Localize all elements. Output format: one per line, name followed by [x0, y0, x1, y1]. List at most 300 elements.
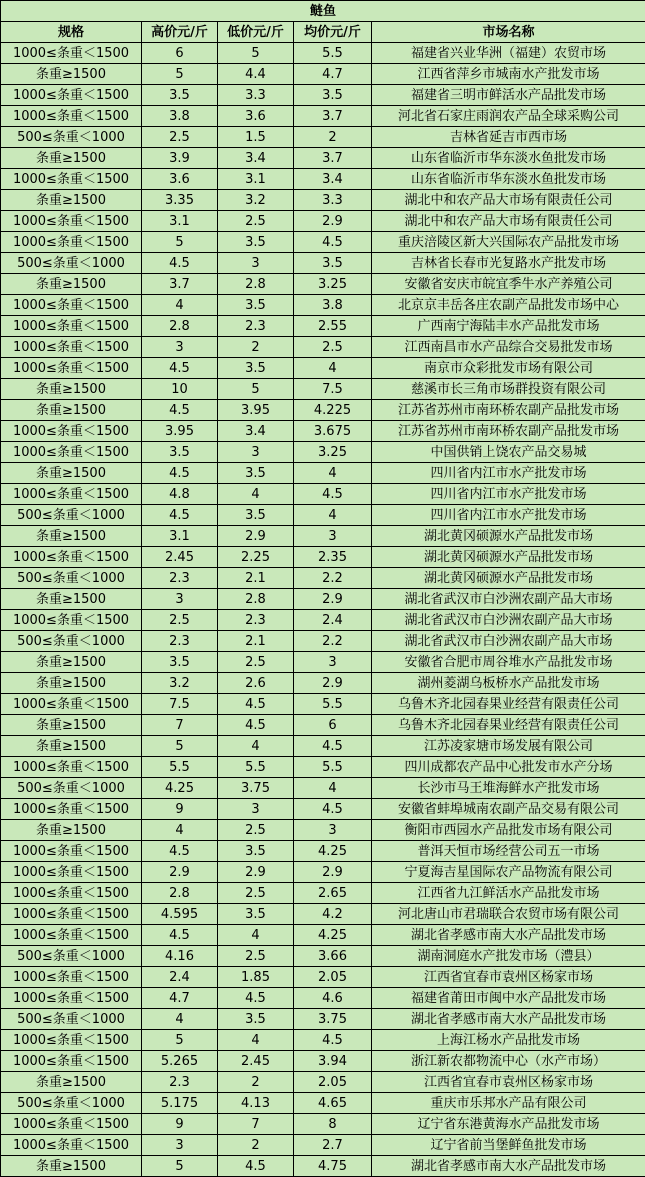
cell-low-price: 4 — [218, 925, 294, 946]
cell-avg-price: 4.5 — [294, 799, 372, 820]
cell-market-name: 慈溪市长三角市场群投资有限公司 — [372, 379, 645, 400]
cell-high-price: 4.5 — [142, 358, 218, 379]
table-row — [1, 988, 645, 1009]
table-row — [1, 631, 645, 652]
cell-avg-price: 2.55 — [294, 316, 372, 337]
table-row — [1, 316, 645, 337]
table-row — [1, 799, 645, 820]
table-row — [1, 442, 645, 463]
cell-market-name: 宁夏海吉星国际农产品物流有限公司 — [372, 862, 645, 883]
cell-low-price: 2.1 — [218, 631, 294, 652]
table-row — [1, 820, 645, 841]
cell-avg-price: 3.4 — [294, 169, 372, 190]
cell-spec: 1000≤条重＜1500 — [1, 295, 142, 316]
cell-market-name: 湖南洞庭水产批发市场（澧县） — [372, 946, 645, 967]
cell-low-price: 4.5 — [218, 988, 294, 1009]
cell-market-name: 江西省九江鲜活水产品批发市场 — [372, 883, 645, 904]
table-row — [1, 883, 645, 904]
cell-high-price: 4.595 — [142, 904, 218, 925]
cell-avg-price: 3.94 — [294, 1051, 372, 1072]
cell-avg-price: 3.25 — [294, 442, 372, 463]
cell-spec: 1000≤条重＜1500 — [1, 883, 142, 904]
cell-avg-price: 2.35 — [294, 547, 372, 568]
cell-low-price: 5 — [218, 379, 294, 400]
cell-spec: 500≤条重＜1000 — [1, 505, 142, 526]
cell-market-name: 广西南宁海陆丰水产品批发市场 — [372, 316, 645, 337]
cell-high-price: 5.265 — [142, 1051, 218, 1072]
cell-high-price: 6 — [142, 43, 218, 64]
table-row — [1, 778, 645, 799]
cell-market-name: 湖北黄冈硕源水产品批发市场 — [372, 526, 645, 547]
cell-high-price: 3.6 — [142, 169, 218, 190]
cell-spec: 1000≤条重＜1500 — [1, 967, 142, 988]
cell-high-price: 3 — [142, 1135, 218, 1156]
cell-avg-price: 3.25 — [294, 274, 372, 295]
cell-low-price: 3.1 — [218, 169, 294, 190]
cell-low-price: 2.3 — [218, 610, 294, 631]
cell-high-price: 3 — [142, 589, 218, 610]
cell-market-name: 湖北黄冈硕源水产品批发市场 — [372, 568, 645, 589]
table-row — [1, 148, 645, 169]
cell-high-price: 3.7 — [142, 274, 218, 295]
cell-low-price: 3.4 — [218, 421, 294, 442]
cell-avg-price: 5.5 — [294, 694, 372, 715]
cell-market-name: 湖北中和农产品大市场有限责任公司 — [372, 211, 645, 232]
cell-high-price: 3.2 — [142, 673, 218, 694]
cell-market-name: 北京京丰岳各庄农副产品批发市场中心 — [372, 295, 645, 316]
cell-market-name: 安徽省蚌埠城南农副产品交易有限公司 — [372, 799, 645, 820]
cell-market-name: 重庆涪陵区新大兴国际农产品批发市场 — [372, 232, 645, 253]
cell-high-price: 3.1 — [142, 211, 218, 232]
cell-low-price: 1.5 — [218, 127, 294, 148]
cell-spec: 1000≤条重＜1500 — [1, 1051, 142, 1072]
table-row — [1, 274, 645, 295]
cell-avg-price: 3.7 — [294, 106, 372, 127]
cell-avg-price: 4 — [294, 463, 372, 484]
table-row — [1, 484, 645, 505]
table-row — [1, 106, 645, 127]
table-row — [1, 253, 645, 274]
table-row — [1, 1156, 645, 1177]
table-row — [1, 1009, 645, 1030]
cell-low-price: 3.5 — [218, 232, 294, 253]
cell-market-name: 江西南昌市水产品综合交易批发市场 — [372, 337, 645, 358]
cell-spec: 1000≤条重＜1500 — [1, 799, 142, 820]
cell-spec: 500≤条重＜1000 — [1, 1093, 142, 1114]
cell-avg-price: 3.3 — [294, 190, 372, 211]
cell-avg-price: 4.5 — [294, 484, 372, 505]
cell-spec: 条重≥1500 — [1, 673, 142, 694]
cell-high-price: 5.175 — [142, 1093, 218, 1114]
cell-spec: 1000≤条重＜1500 — [1, 610, 142, 631]
cell-avg-price: 4.6 — [294, 988, 372, 1009]
table-row — [1, 652, 645, 673]
cell-market-name: 中国供销上饶农产品交易城 — [372, 442, 645, 463]
cell-low-price: 2.5 — [218, 883, 294, 904]
cell-high-price: 4.25 — [142, 778, 218, 799]
cell-spec: 条重≥1500 — [1, 715, 142, 736]
cell-high-price: 2.3 — [142, 1072, 218, 1093]
cell-low-price: 2.5 — [218, 211, 294, 232]
cell-high-price: 5 — [142, 1156, 218, 1177]
cell-spec: 1000≤条重＜1500 — [1, 421, 142, 442]
cell-spec: 1000≤条重＜1500 — [1, 862, 142, 883]
table-row — [1, 862, 645, 883]
cell-avg-price: 3.66 — [294, 946, 372, 967]
cell-low-price: 1.85 — [218, 967, 294, 988]
cell-high-price: 4.5 — [142, 505, 218, 526]
table-row — [1, 379, 645, 400]
cell-low-price: 3.3 — [218, 85, 294, 106]
header-avg-price: 均价元/斤 — [294, 22, 372, 43]
cell-avg-price: 2.65 — [294, 883, 372, 904]
cell-low-price: 2.45 — [218, 1051, 294, 1072]
cell-high-price: 4.5 — [142, 400, 218, 421]
cell-spec: 条重≥1500 — [1, 1072, 142, 1093]
cell-low-price: 7 — [218, 1114, 294, 1135]
table-row — [1, 358, 645, 379]
cell-spec: 1000≤条重＜1500 — [1, 211, 142, 232]
cell-low-price: 2 — [218, 337, 294, 358]
table-row — [1, 967, 645, 988]
cell-spec: 条重≥1500 — [1, 190, 142, 211]
cell-spec: 1000≤条重＜1500 — [1, 43, 142, 64]
table-row — [1, 946, 645, 967]
cell-market-name: 湖北省孝感市南大水产品批发市场 — [372, 1009, 645, 1030]
cell-high-price: 5 — [142, 1030, 218, 1051]
cell-low-price: 2.5 — [218, 652, 294, 673]
cell-avg-price: 2.2 — [294, 631, 372, 652]
header-market-name: 市场名称 — [372, 22, 645, 43]
cell-avg-price: 4.25 — [294, 925, 372, 946]
cell-high-price: 3.35 — [142, 190, 218, 211]
cell-low-price: 3 — [218, 799, 294, 820]
cell-high-price: 2.3 — [142, 631, 218, 652]
cell-spec: 500≤条重＜1000 — [1, 946, 142, 967]
cell-spec: 1000≤条重＜1500 — [1, 442, 142, 463]
cell-spec: 1000≤条重＜1500 — [1, 925, 142, 946]
table-row — [1, 1051, 645, 1072]
cell-high-price: 3.1 — [142, 526, 218, 547]
cell-avg-price: 3 — [294, 526, 372, 547]
table-row — [1, 1135, 645, 1156]
cell-avg-price: 2 — [294, 127, 372, 148]
cell-low-price: 2.8 — [218, 589, 294, 610]
cell-high-price: 7.5 — [142, 694, 218, 715]
cell-market-name: 重庆市乐邦水产品有限公司 — [372, 1093, 645, 1114]
cell-high-price: 4.5 — [142, 841, 218, 862]
cell-spec: 条重≥1500 — [1, 820, 142, 841]
table-row — [1, 757, 645, 778]
cell-low-price: 3.5 — [218, 904, 294, 925]
cell-market-name: 浙江新农都物流中心（水产市场） — [372, 1051, 645, 1072]
cell-low-price: 2.8 — [218, 274, 294, 295]
cell-low-price: 4.5 — [218, 694, 294, 715]
header-row — [1, 22, 645, 43]
cell-avg-price: 4.75 — [294, 1156, 372, 1177]
cell-spec: 1000≤条重＜1500 — [1, 358, 142, 379]
cell-low-price: 2.3 — [218, 316, 294, 337]
cell-avg-price: 5.5 — [294, 757, 372, 778]
cell-high-price: 9 — [142, 1114, 218, 1135]
cell-low-price: 3.2 — [218, 190, 294, 211]
table-row — [1, 1093, 645, 1114]
table-row — [1, 295, 645, 316]
cell-spec: 1000≤条重＜1500 — [1, 169, 142, 190]
cell-spec: 条重≥1500 — [1, 1156, 142, 1177]
cell-spec: 500≤条重＜1000 — [1, 253, 142, 274]
cell-low-price: 3.75 — [218, 778, 294, 799]
cell-high-price: 5 — [142, 736, 218, 757]
cell-low-price: 3.5 — [218, 505, 294, 526]
cell-market-name: 四川省内江市水产批发市场 — [372, 463, 645, 484]
cell-low-price: 4.4 — [218, 64, 294, 85]
cell-market-name: 江苏省苏州市南环桥农副产品批发市场 — [372, 400, 645, 421]
cell-market-name: 湖州菱湖乌板桥水产品批发市场 — [372, 673, 645, 694]
table-row — [1, 610, 645, 631]
cell-avg-price: 2.2 — [294, 568, 372, 589]
cell-low-price: 2.25 — [218, 547, 294, 568]
cell-avg-price: 4.7 — [294, 64, 372, 85]
cell-spec: 500≤条重＜1000 — [1, 127, 142, 148]
cell-low-price: 2.6 — [218, 673, 294, 694]
cell-market-name: 辽宁省东港黄海水产品批发市场 — [372, 1114, 645, 1135]
table-row — [1, 190, 645, 211]
cell-avg-price: 2.05 — [294, 1072, 372, 1093]
cell-low-price: 2.5 — [218, 946, 294, 967]
cell-low-price: 3.5 — [218, 295, 294, 316]
cell-spec: 条重≥1500 — [1, 652, 142, 673]
cell-market-name: 湖北省武汉市白沙洲农副产品大市场 — [372, 610, 645, 631]
cell-high-price: 3.5 — [142, 442, 218, 463]
cell-low-price: 2 — [218, 1072, 294, 1093]
cell-avg-price: 4.5 — [294, 232, 372, 253]
cell-market-name: 河北省石家庄雨润农产品全球采购公司 — [372, 106, 645, 127]
cell-avg-price: 4 — [294, 358, 372, 379]
cell-low-price: 3 — [218, 253, 294, 274]
cell-high-price: 4.16 — [142, 946, 218, 967]
table-row — [1, 841, 645, 862]
cell-spec: 条重≥1500 — [1, 379, 142, 400]
cell-avg-price: 5.5 — [294, 43, 372, 64]
cell-high-price: 3.8 — [142, 106, 218, 127]
table-row — [1, 43, 645, 64]
cell-low-price: 5 — [218, 43, 294, 64]
cell-high-price: 10 — [142, 379, 218, 400]
table-row — [1, 1030, 645, 1051]
cell-market-name: 四川成都农产品中心批发市水产分场 — [372, 757, 645, 778]
cell-market-name: 南京市众彩批发市场有限公司 — [372, 358, 645, 379]
cell-spec: 1000≤条重＜1500 — [1, 988, 142, 1009]
cell-market-name: 湖北省孝感市南大水产品批发市场 — [372, 1156, 645, 1177]
cell-high-price: 7 — [142, 715, 218, 736]
cell-avg-price: 4 — [294, 778, 372, 799]
table-row — [1, 1114, 645, 1135]
cell-high-price: 5 — [142, 64, 218, 85]
cell-market-name: 吉林省长春市光复路水产批发市场 — [372, 253, 645, 274]
cell-low-price: 2.9 — [218, 862, 294, 883]
cell-avg-price: 4.2 — [294, 904, 372, 925]
table-row — [1, 736, 645, 757]
cell-low-price: 3.95 — [218, 400, 294, 421]
cell-market-name: 福建省三明市鲜活水产品批发市场 — [372, 85, 645, 106]
cell-spec: 1000≤条重＜1500 — [1, 85, 142, 106]
cell-market-name: 湖北黄冈硕源水产品批发市场 — [372, 547, 645, 568]
cell-market-name: 福建省莆田市闽中水产品批发市场 — [372, 988, 645, 1009]
cell-market-name: 衡阳市西园水产品批发市场有限公司 — [372, 820, 645, 841]
cell-avg-price: 3.675 — [294, 421, 372, 442]
table-row — [1, 85, 645, 106]
cell-low-price: 2.9 — [218, 526, 294, 547]
table-row — [1, 673, 645, 694]
cell-high-price: 2.8 — [142, 316, 218, 337]
table-row — [1, 400, 645, 421]
cell-avg-price: 2.9 — [294, 862, 372, 883]
cell-low-price: 2.1 — [218, 568, 294, 589]
cell-avg-price: 2.4 — [294, 610, 372, 631]
table-row — [1, 127, 645, 148]
cell-low-price: 4 — [218, 484, 294, 505]
cell-avg-price: 2.9 — [294, 673, 372, 694]
cell-low-price: 3.4 — [218, 148, 294, 169]
cell-spec: 1000≤条重＜1500 — [1, 841, 142, 862]
table-row — [1, 169, 645, 190]
cell-high-price: 4.5 — [142, 463, 218, 484]
cell-market-name: 河北唐山市君瑞联合农贸市场有限公司 — [372, 904, 645, 925]
cell-avg-price: 4.25 — [294, 841, 372, 862]
cell-avg-price: 4.5 — [294, 1030, 372, 1051]
cell-high-price: 2.5 — [142, 610, 218, 631]
cell-market-name: 湖北省孝感市南大水产品批发市场 — [372, 925, 645, 946]
cell-market-name: 四川省内江市水产批发市场 — [372, 505, 645, 526]
cell-market-name: 山东省临沂市华东淡水鱼批发市场 — [372, 169, 645, 190]
cell-avg-price: 8 — [294, 1114, 372, 1135]
cell-high-price: 4.7 — [142, 988, 218, 1009]
cell-avg-price: 7.5 — [294, 379, 372, 400]
table-row — [1, 694, 645, 715]
cell-avg-price: 4.225 — [294, 400, 372, 421]
table-row — [1, 568, 645, 589]
cell-spec: 1000≤条重＜1500 — [1, 1135, 142, 1156]
cell-spec: 1000≤条重＜1500 — [1, 757, 142, 778]
cell-market-name: 乌鲁木齐北园春果业经营有限责任公司 — [372, 715, 645, 736]
cell-avg-price: 3.5 — [294, 85, 372, 106]
cell-spec: 1000≤条重＜1500 — [1, 1114, 142, 1135]
cell-spec: 500≤条重＜1000 — [1, 778, 142, 799]
cell-high-price: 3.95 — [142, 421, 218, 442]
cell-avg-price: 2.5 — [294, 337, 372, 358]
cell-high-price: 4 — [142, 820, 218, 841]
table-row — [1, 337, 645, 358]
cell-spec: 条重≥1500 — [1, 526, 142, 547]
cell-market-name: 江苏凌家塘市场发展有限公司 — [372, 736, 645, 757]
cell-low-price: 3.5 — [218, 463, 294, 484]
cell-low-price: 3.5 — [218, 358, 294, 379]
cell-avg-price: 3 — [294, 652, 372, 673]
cell-market-name: 乌鲁木齐北园春果业经营有限责任公司 — [372, 694, 645, 715]
cell-high-price: 2.3 — [142, 568, 218, 589]
cell-spec: 条重≥1500 — [1, 148, 142, 169]
cell-avg-price: 2.9 — [294, 589, 372, 610]
cell-low-price: 5.5 — [218, 757, 294, 778]
cell-avg-price: 4 — [294, 505, 372, 526]
table-row — [1, 64, 645, 85]
cell-low-price: 2.5 — [218, 820, 294, 841]
cell-spec: 条重≥1500 — [1, 400, 142, 421]
cell-market-name: 湖北中和农产品大市场有限责任公司 — [372, 190, 645, 211]
header-low-price: 低价元/斤 — [218, 22, 294, 43]
cell-spec: 条重≥1500 — [1, 589, 142, 610]
cell-avg-price: 3.8 — [294, 295, 372, 316]
cell-high-price: 4.8 — [142, 484, 218, 505]
cell-low-price: 4.13 — [218, 1093, 294, 1114]
cell-high-price: 3.9 — [142, 148, 218, 169]
cell-market-name: 吉林省延吉市西市场 — [372, 127, 645, 148]
cell-low-price: 2 — [218, 1135, 294, 1156]
cell-avg-price: 2.9 — [294, 211, 372, 232]
cell-spec: 1000≤条重＜1500 — [1, 337, 142, 358]
cell-market-name: 湖北省武汉市白沙洲农副产品大市场 — [372, 631, 645, 652]
cell-spec: 1000≤条重＜1500 — [1, 484, 142, 505]
cell-market-name: 辽宁省前当堡鲜鱼批发市场 — [372, 1135, 645, 1156]
cell-market-name: 四川省内江市水产批发市场 — [372, 484, 645, 505]
cell-avg-price: 4.5 — [294, 736, 372, 757]
cell-high-price: 2.4 — [142, 967, 218, 988]
cell-spec: 500≤条重＜1000 — [1, 568, 142, 589]
table-row — [1, 925, 645, 946]
cell-spec: 条重≥1500 — [1, 274, 142, 295]
cell-avg-price: 3 — [294, 820, 372, 841]
table-row — [1, 463, 645, 484]
cell-high-price: 2.9 — [142, 862, 218, 883]
cell-spec: 1000≤条重＜1500 — [1, 694, 142, 715]
cell-high-price: 4.5 — [142, 925, 218, 946]
table-row — [1, 904, 645, 925]
cell-avg-price: 3.75 — [294, 1009, 372, 1030]
cell-spec: 500≤条重＜1000 — [1, 1009, 142, 1030]
table-row — [1, 505, 645, 526]
cell-high-price: 3 — [142, 337, 218, 358]
cell-spec: 条重≥1500 — [1, 463, 142, 484]
cell-avg-price: 2.7 — [294, 1135, 372, 1156]
cell-market-name: 江西省萍乡市城南水产批发市场 — [372, 64, 645, 85]
cell-avg-price: 3.5 — [294, 253, 372, 274]
cell-market-name: 江苏省苏州市南环桥农副产品批发市场 — [372, 421, 645, 442]
cell-high-price: 4 — [142, 1009, 218, 1030]
cell-market-name: 江西省宜春市袁州区杨家市场 — [372, 967, 645, 988]
cell-low-price: 3.5 — [218, 1009, 294, 1030]
cell-low-price: 3 — [218, 442, 294, 463]
cell-market-name: 普洱天恒市场经营公司五一市场 — [372, 841, 645, 862]
cell-spec: 1000≤条重＜1500 — [1, 1030, 142, 1051]
cell-low-price: 4 — [218, 1030, 294, 1051]
table-row — [1, 421, 645, 442]
table-row — [1, 232, 645, 253]
cell-high-price: 2.5 — [142, 127, 218, 148]
cell-spec: 1000≤条重＜1500 — [1, 232, 142, 253]
cell-spec: 1000≤条重＜1500 — [1, 547, 142, 568]
table-row — [1, 211, 645, 232]
cell-avg-price: 6 — [294, 715, 372, 736]
cell-high-price: 4.5 — [142, 253, 218, 274]
table-row — [1, 589, 645, 610]
table-title: 鲢鱼 — [1, 1, 645, 22]
cell-market-name: 湖北省武汉市白沙洲农副产品大市场 — [372, 589, 645, 610]
cell-low-price: 3.5 — [218, 841, 294, 862]
cell-high-price: 9 — [142, 799, 218, 820]
cell-spec: 1000≤条重＜1500 — [1, 106, 142, 127]
cell-high-price: 5.5 — [142, 757, 218, 778]
